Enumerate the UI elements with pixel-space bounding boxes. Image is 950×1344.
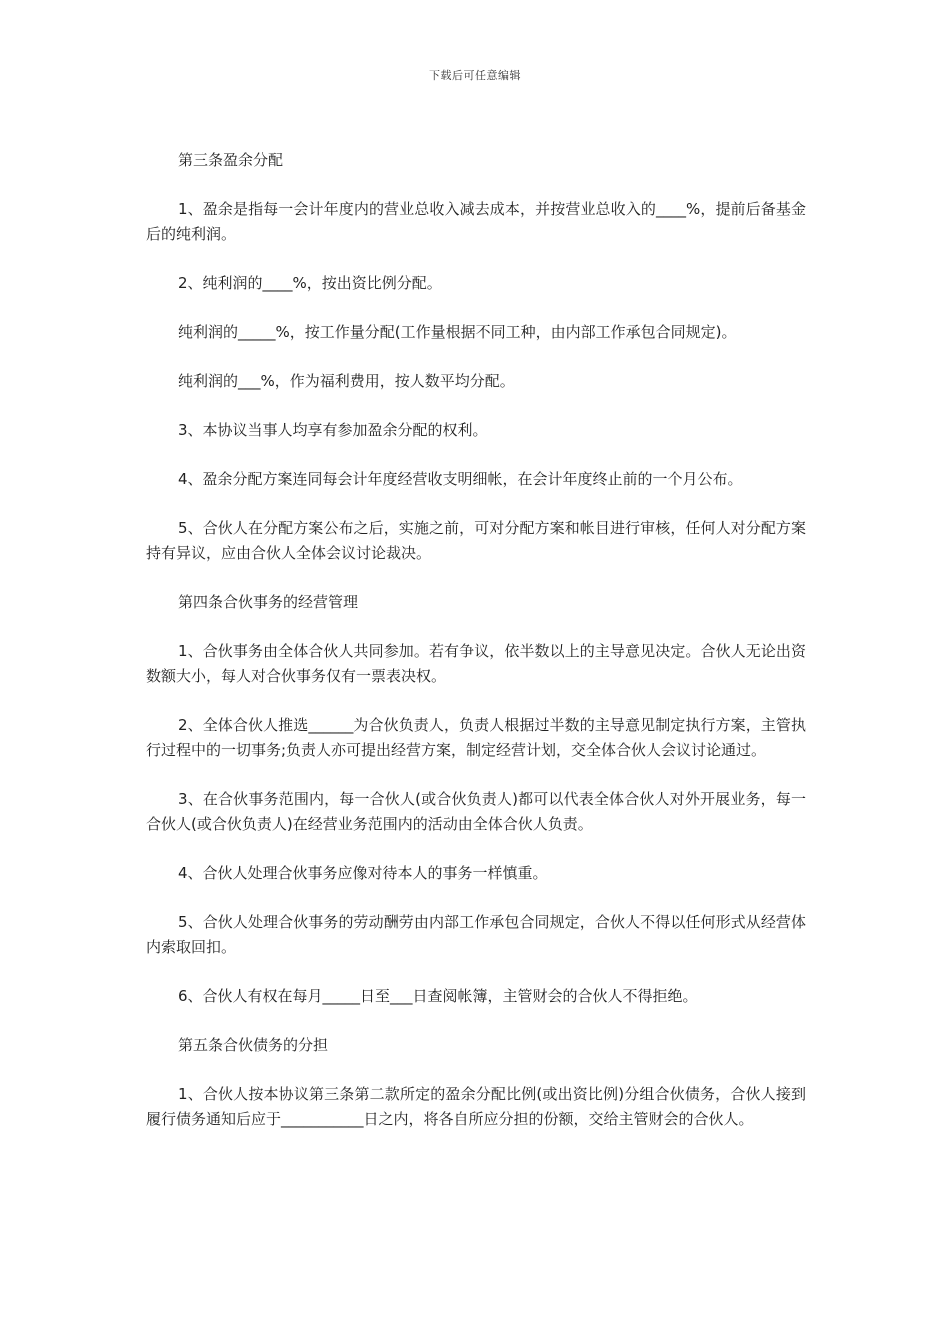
paragraph: 2、全体合伙人推选______为合伙负责人，负责人根据过半数的主导意见制定执行方案，主管执行过程中的一切事务;负责人亦可提出经营方案，制定经营计划，交全体合伙人会议讨论通过。 [146, 716, 806, 759]
paragraph: 5、合伙人在分配方案公布之后，实施之前，可对分配方案和帐目进行审核，任何人对分配方案持有异议，应由合伙人全体会议讨论裁决。 [146, 519, 806, 562]
paragraph: 3、在合伙事务范围内，每一合伙人(或合伙负责人)都可以代表全体合伙人对外开展业务，每一合伙人(或合伙负责人)在经营业务范围内的活动由全体合伙人负责。 [146, 790, 806, 833]
paragraph: 3、本协议当事人均享有参加盈余分配的权利。 [178, 421, 488, 439]
paragraph: 4、盈余分配方案连同每会计年度经营收支明细帐，在会计年度终止前的一个月公布。 [178, 470, 743, 488]
section-heading-article-5: 第五条合伙债务的分担 [178, 1036, 329, 1054]
paragraph: 1、盈余是指每一会计年度内的营业总收入减去成本，并按营业总收入的____%，提前后备基金后的纯利润。 [146, 200, 806, 243]
paragraph: 1、合伙人按本协议第三条第二款所定的盈余分配比例(或出资比例)分组合伙债务，合伙人接到履行债务通知后应于___________日之内，将各自所应分担的份额，交给主管财会的合伙人。 [146, 1085, 806, 1128]
paragraph: 纯利润的_____%，按工作量分配(工作量根据不同工种，由内部工作承包合同规定)。 [178, 323, 737, 341]
paragraph: 1、合伙事务由全体合伙人共同参加。若有争议，依半数以上的主导意见决定。合伙人无论出资数额大小，每人对合伙事务仅有一票表决权。 [146, 642, 806, 685]
paragraph: 6、合伙人有权在每月_____日至___日查阅帐簿，主管财会的合伙人不得拒绝。 [178, 987, 698, 1005]
section-heading-article-4: 第四条合伙事务的经营管理 [178, 593, 359, 611]
paragraph: 5、合伙人处理合伙事务的劳动酬劳由内部工作承包合同规定，合伙人不得以任何形式从经营体内索取回扣。 [146, 913, 806, 956]
document-body [146, 148, 806, 1156]
paragraph: 纯利润的___%，作为福利费用，按人数平均分配。 [178, 372, 515, 390]
paragraph: 4、合伙人处理合伙事务应像对待本人的事务一样慎重。 [178, 864, 548, 882]
paragraph: 2、纯利润的____%，按出资比例分配。 [178, 274, 442, 292]
section-heading-article-3: 第三条盈余分配 [178, 151, 284, 169]
page-header-note: 下载后可任意编辑 [429, 69, 521, 82]
